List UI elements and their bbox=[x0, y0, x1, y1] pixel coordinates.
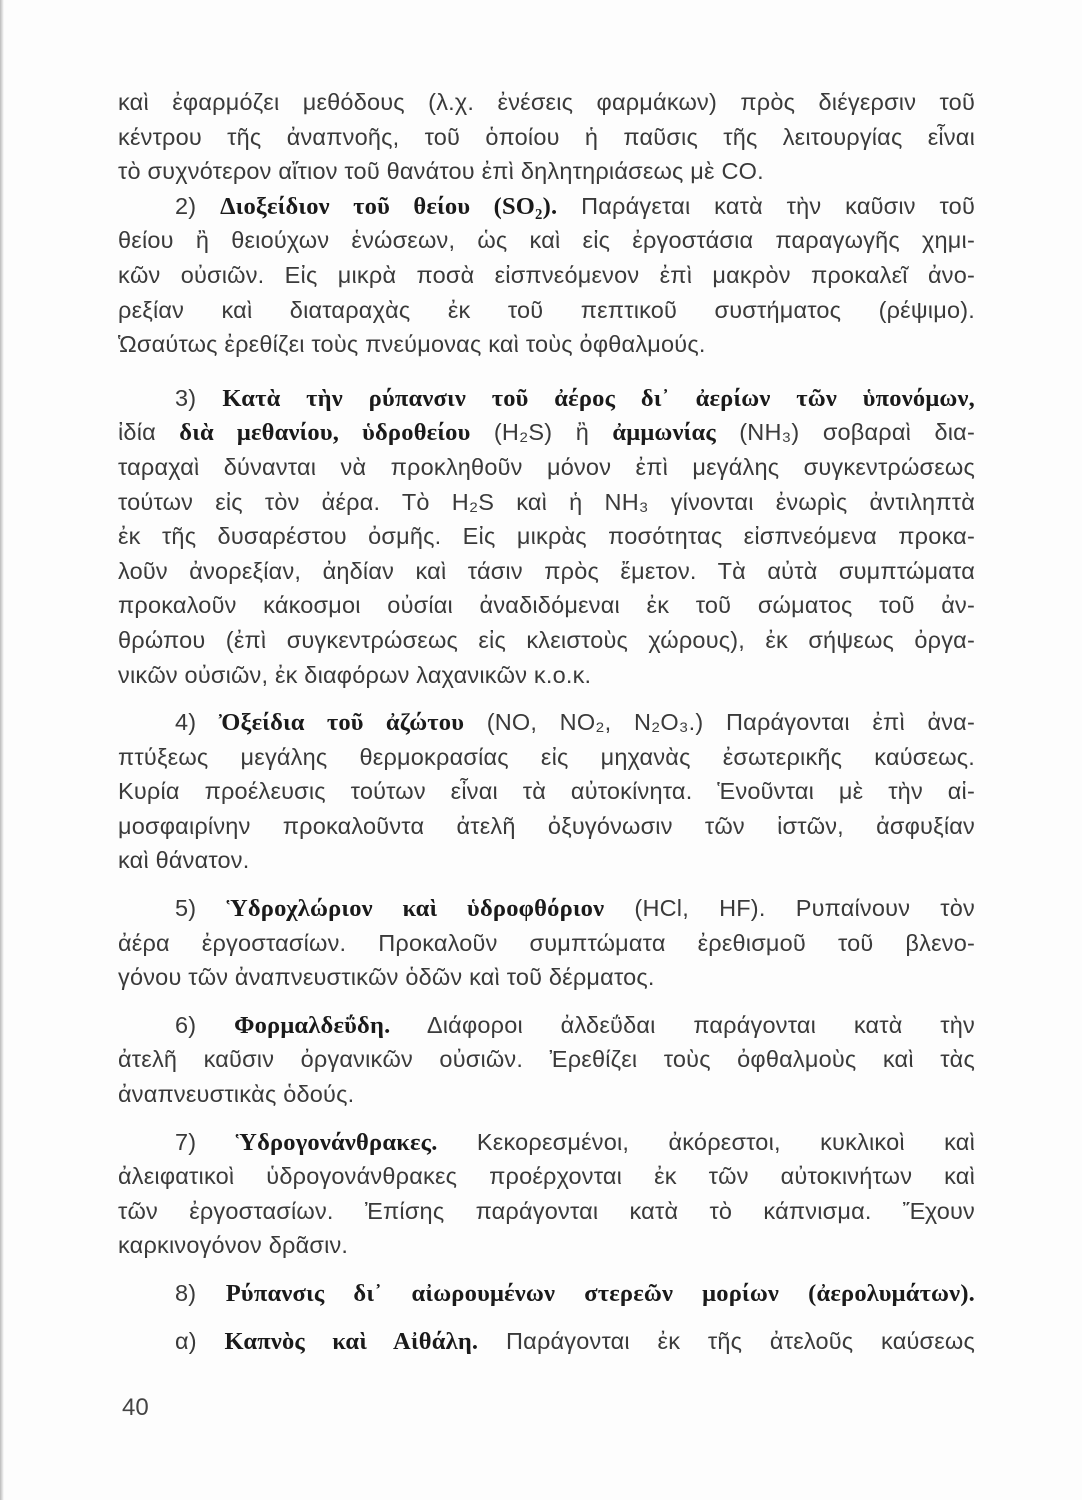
paragraph bbox=[118, 1276, 975, 1311]
body-text: θείου ἢ θειούχων ἑνώσεων, ὡς καὶ εἰς ἐργοστάσια παραγωγῆς χημι- bbox=[118, 227, 975, 254]
text-line bbox=[118, 705, 975, 740]
text-line bbox=[118, 554, 975, 589]
body-text: κέντρου τῆς ἀναπνοῆς, τοῦ ὁποίου ἡ παῦσις τῆς λειτουργίας εἶναι bbox=[118, 123, 975, 150]
text-line bbox=[118, 960, 975, 995]
text-line bbox=[118, 519, 975, 554]
body-text: ἀλειφατικοὶ ὑδρογονάνθρακες προέρχονται ἐκ τῶν αὐτοκινήτων καὶ bbox=[118, 1163, 975, 1190]
body-text: γόνου τῶν ἀναπνευστικῶν ὁδῶν καὶ τοῦ δέρματος. bbox=[118, 964, 655, 991]
body-text: ρεξίαν καὶ διαταραχὰς ἐκ τοῦ πεπτικοῦ συστήματος (ρέψιμο). bbox=[118, 296, 975, 323]
text-line bbox=[118, 450, 975, 485]
text-line bbox=[118, 588, 975, 623]
body-text: ἀναπνευστικὰς ὁδούς. bbox=[118, 1081, 355, 1108]
bold-heading-text: Διοξείδιον τοῦ θείου (SO₂). bbox=[220, 192, 558, 220]
paragraph bbox=[118, 891, 975, 995]
text-line bbox=[118, 774, 975, 809]
text-line bbox=[118, 891, 975, 926]
body-text: Παράγονται ἐκ τῆς ἀτελοῦς καύσεως bbox=[478, 1327, 975, 1354]
text-line bbox=[118, 485, 975, 520]
text-line bbox=[118, 1228, 975, 1263]
text-line bbox=[118, 658, 975, 693]
text-line bbox=[118, 293, 975, 328]
text-line bbox=[118, 1042, 975, 1077]
text-line bbox=[118, 809, 975, 844]
body-text: ἀτελῆ καῦσιν ὀργανικῶν οὐσιῶν. Ἐρεθίζει τοὺς ὀφθαλμοὺς καὶ τὰς bbox=[118, 1046, 975, 1073]
bold-heading-text: Ὀξείδια τοῦ ἀζώτου bbox=[218, 709, 465, 737]
text-line bbox=[118, 415, 975, 450]
body-text: α) bbox=[175, 1327, 225, 1354]
bold-heading-text: Κατὰ τὴν ρύπανσιν τοῦ ἀέρος δι᾽ ἀερίων τῶν ὑπονόμων, bbox=[222, 384, 975, 412]
body-text: πτύξεως μεγάλης θερμοκρασίας εἰς μηχανὰς ἐσωτερικῆς καύσεως. bbox=[118, 743, 975, 770]
body-text: ἰδία bbox=[118, 419, 180, 446]
paragraph bbox=[118, 85, 975, 189]
page-body-text bbox=[118, 85, 975, 1358]
body-text: 4) bbox=[175, 709, 219, 736]
bold-heading-text: ἀμμωνίας bbox=[612, 419, 716, 447]
body-text: Κυρία προέλευσις τούτων εἶναι τὰ αὐτοκίνητα. Ἑνοῦνται μὲ τὴν αἱ- bbox=[118, 778, 975, 805]
body-text: (NO, NO₂, N₂O₃.) Παράγονται ἐπὶ ἀνα- bbox=[464, 709, 975, 736]
body-text: τῶν ἐργοστασίων. Ἐπίσης παράγονται κατὰ τὸ κάπνισμα. Ἔχουν bbox=[118, 1197, 975, 1224]
text-line bbox=[118, 843, 975, 878]
text-line bbox=[118, 381, 975, 416]
page-edge-shadow bbox=[0, 0, 4, 1500]
body-text: ταραχαὶ δύνανται νὰ προκληθοῦν μόνον ἐπὶ μεγάλης συγκεντρώσεως bbox=[118, 453, 975, 480]
paragraph bbox=[118, 189, 975, 362]
paragraph bbox=[118, 1125, 975, 1263]
body-text: νικῶν οὐσιῶν, ἐκ διαφόρων λαχανικῶν κ.ο.κ. bbox=[118, 661, 592, 688]
text-line bbox=[118, 1125, 975, 1160]
body-text: Ὡσαύτως ἐρεθίζει τοὺς πνεύμονας καὶ τοὺς ὀφθαλμούς. bbox=[118, 331, 706, 358]
body-text: 3) bbox=[175, 384, 223, 411]
body-text: 2) bbox=[175, 192, 221, 219]
body-text: (H₂S) ἢ bbox=[470, 419, 613, 446]
body-text: καὶ ἐφαρμόζει μεθόδους (λ.χ. ἐνέσεις φαρμάκων) πρὸς διέγερσιν τοῦ bbox=[118, 89, 975, 115]
paragraph bbox=[118, 1008, 975, 1112]
body-text: μοσφαιρίνην προκαλοῦντα ἀτελῆ ὀξυγόνωσιν τῶν ἱστῶν, ἀσφυξίαν bbox=[118, 812, 975, 839]
bold-heading-text: Ρύπανσις δι᾽ αἰωρουμένων στερεῶν μορίων (ἀερολυμάτων). bbox=[225, 1280, 975, 1307]
bold-heading-text: διὰ μεθανίου, ὑδροθείου bbox=[179, 419, 471, 447]
body-text: (HCl, HF). Ρυπαίνουν τὸν bbox=[604, 895, 975, 922]
text-line bbox=[118, 1276, 975, 1311]
body-text: θρώπου (ἐπὶ συγκεντρώσεως εἰς κλειστοὺς χώρους), ἐκ σήψεως ὀργα- bbox=[118, 626, 975, 653]
text-line bbox=[118, 327, 975, 362]
body-text: προκαλοῦν κάκοσμοι οὐσίαι ἀναδιδόμεναι ἐκ τοῦ σώματος τοῦ ἀν- bbox=[118, 592, 975, 619]
text-line bbox=[118, 623, 975, 658]
body-text: 8) bbox=[175, 1280, 226, 1306]
text-line bbox=[118, 223, 975, 258]
body-text: Διάφοροι ἀλδεΰδαι παράγονται κατὰ τὴν bbox=[390, 1011, 975, 1038]
text-line bbox=[118, 740, 975, 775]
paragraph bbox=[118, 1324, 975, 1359]
text-line bbox=[118, 189, 975, 224]
text-line bbox=[118, 1194, 975, 1229]
bold-heading-text: Καπνὸς καὶ Αἰθάλη. bbox=[224, 1327, 479, 1355]
body-text: ἀέρα ἐργοστασίων. Προκαλοῦν συμπτώματα ἐρεθισμοῦ τοῦ βλενο- bbox=[118, 929, 975, 956]
body-text: Κεκορεσμένοι, ἀκόρεστοι, κυκλικοὶ καὶ bbox=[437, 1128, 975, 1155]
text-line bbox=[118, 120, 975, 155]
body-text: κῶν οὐσιῶν. Εἰς μικρὰ ποσὰ εἰσπνεόμενον ἐπὶ μακρὸν προκαλεῖ ἀνο- bbox=[118, 261, 975, 288]
body-text: 7) bbox=[175, 1128, 236, 1155]
body-text: καρκινογόνον δρᾶσιν. bbox=[118, 1232, 349, 1259]
page-number: 40 bbox=[122, 1394, 149, 1421]
text-line bbox=[118, 258, 975, 293]
body-text: Παράγεται κατὰ τὴν καῦσιν τοῦ bbox=[557, 192, 975, 219]
body-text: (NH₃) σοβαραὶ δια- bbox=[715, 419, 975, 446]
paragraph bbox=[118, 381, 975, 692]
body-text: ἐκ τῆς δυσαρέστου ὀσμῆς. Εἰς μικρὰς ποσότητας εἰσπνεόμενα προκα- bbox=[118, 523, 975, 550]
text-line bbox=[118, 1008, 975, 1043]
text-line bbox=[118, 1159, 975, 1194]
text-line bbox=[118, 1324, 975, 1359]
body-text: καὶ θάνατον. bbox=[118, 847, 250, 874]
body-text: τὸ συχνότερον αἴτιον τοῦ θανάτου ἐπὶ δηλητηριάσεως μὲ CO. bbox=[118, 158, 764, 185]
bold-heading-text: Ὑδρογονάνθρακες. bbox=[235, 1128, 438, 1156]
body-text: 6) bbox=[175, 1011, 235, 1038]
text-line bbox=[118, 1077, 975, 1112]
body-text: λοῦν ἀνορεξίαν, ἀηδίαν καὶ τάσιν πρὸς ἔμετον. Τὰ αὐτὰ συμπτώματα bbox=[118, 557, 975, 584]
body-text: τούτων εἰς τὸν ἀέρα. Τὸ H₂S καὶ ἡ NH₃ γίνονται ἐνωρὶς ἀντιληπτὰ bbox=[118, 488, 975, 515]
body-text: 5) bbox=[175, 895, 227, 922]
paragraph bbox=[118, 705, 975, 878]
bold-heading-text: Φορμαλδεΰδη. bbox=[234, 1011, 391, 1039]
text-line bbox=[118, 154, 975, 189]
text-line bbox=[118, 85, 975, 120]
bold-heading-text: Ὑδροχλώριον καὶ ὑδροφθόριον bbox=[226, 895, 605, 923]
text-line bbox=[118, 926, 975, 961]
